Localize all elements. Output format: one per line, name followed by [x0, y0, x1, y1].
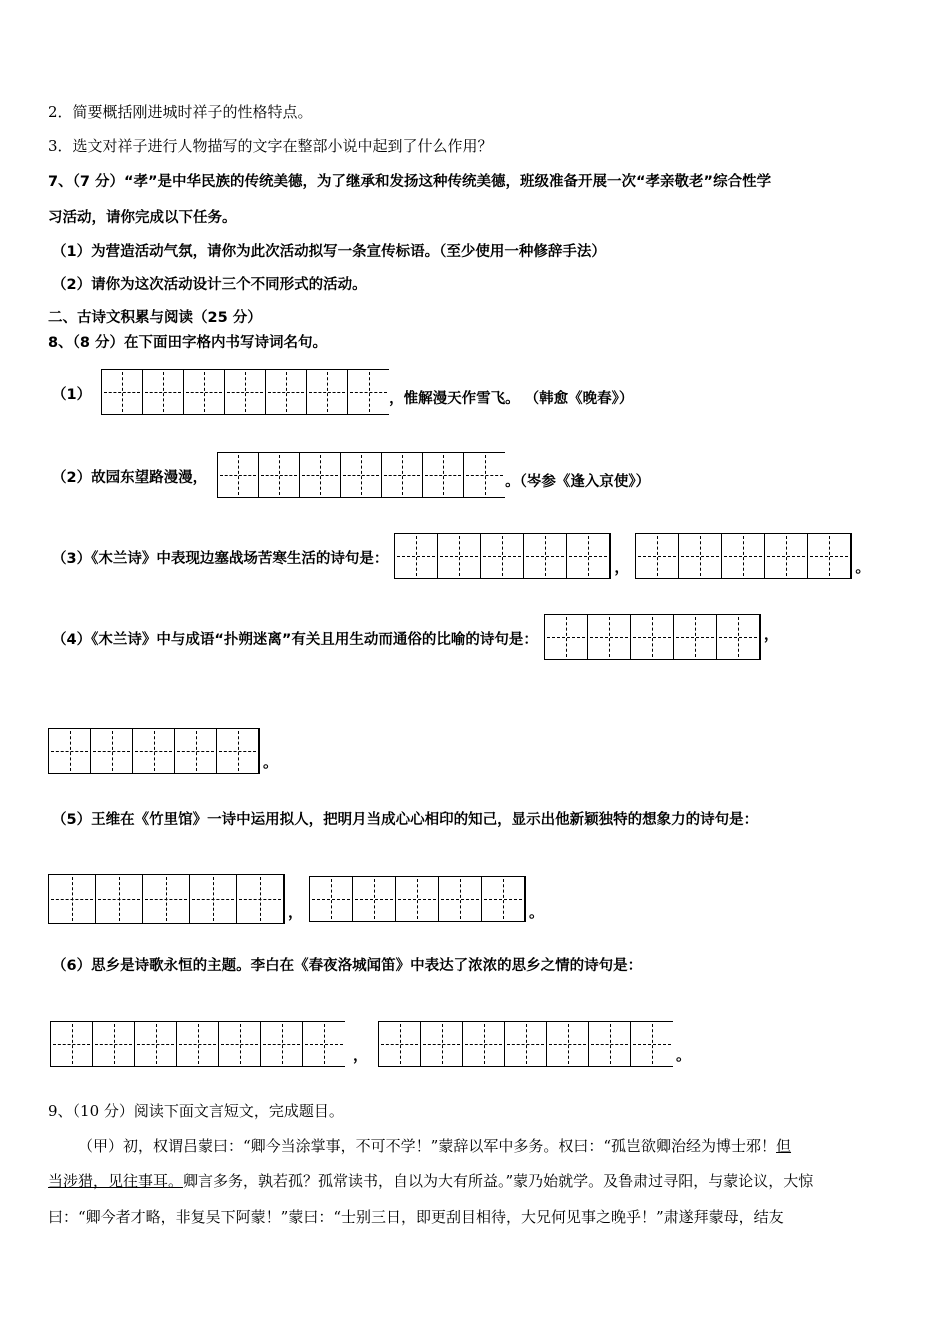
q8-item-4-grid-a[interactable]: [544, 614, 761, 660]
grid-cell[interactable]: [438, 534, 481, 578]
grid-cell[interactable]: [225, 370, 266, 414]
grid-cell[interactable]: [261, 1022, 303, 1066]
grid-cell[interactable]: [481, 534, 524, 578]
grid-cell[interactable]: [567, 534, 610, 578]
grid-cell[interactable]: [266, 370, 307, 414]
question-7-task2: （2）请你为这次活动设计三个不同形式的活动。: [52, 277, 367, 293]
question-2: 2．简要概括刚进城时祥子的性格特点。: [48, 103, 313, 121]
grid-cell[interactable]: [379, 1022, 421, 1066]
grid-cell[interactable]: [307, 370, 348, 414]
q9-passage-line1: [78, 1136, 791, 1156]
q9-passage-line3: 曰：“卿今者才略，非复吴下阿蒙！”蒙曰：“士别三日，即更刮目相待，大兄何见事之晚乎！”肃遂拜蒙母，结友: [48, 1208, 784, 1226]
grid-cell[interactable]: [348, 370, 389, 414]
question-7-line1: 7、（7 分）“孝”是中华民族的传统美德，为了继承和发扬这种传统美德，班级准备开展一次“孝亲敬老”综合性学: [48, 174, 772, 190]
question-7-task1: （1）为营造活动气氛，请你为此次活动拟写一条宣传标语。（至少使用一种修辞手法）: [52, 244, 606, 260]
q8-item-1-label: （1）: [52, 387, 92, 403]
grid-cell[interactable]: [353, 877, 396, 921]
q9-passage-line2: [48, 1171, 813, 1191]
q8-item-4-period: 。: [263, 753, 279, 771]
section-2-heading: 二、古诗文积累与阅读（25 分）: [48, 310, 262, 326]
q8-item-4-label: （4）《木兰诗》中与成语“扑朔迷离”有关且用生动而通俗的比喻的诗句是：: [52, 632, 538, 648]
grid-cell[interactable]: [184, 370, 225, 414]
grid-cell[interactable]: [218, 453, 259, 497]
q8-item-6-comma: ，: [353, 1046, 369, 1064]
grid-cell[interactable]: [96, 875, 143, 923]
q8-item-3-comma: ，: [614, 558, 630, 576]
question-7-line2: 习活动，请你完成以下任务。: [48, 210, 237, 226]
grid-cell[interactable]: [545, 615, 588, 659]
q8-item-5-grids: [48, 874, 546, 924]
q8-item-1-grid[interactable]: [101, 369, 389, 415]
grid-cell[interactable]: [463, 1022, 505, 1066]
grid-cell[interactable]: [217, 729, 259, 773]
grid-cell[interactable]: [303, 1022, 345, 1066]
grid-cell[interactable]: [259, 453, 300, 497]
q8-item-6-period: 。: [676, 1046, 692, 1064]
q9-passage-text: 卿言多务，孰若孤？孤常读书，自以为大有所益。”蒙乃始就学。及鲁肃过寻阳，与蒙论议，大惊: [183, 1172, 814, 1190]
q8-item-3-period: 。: [855, 558, 871, 576]
grid-cell[interactable]: [49, 875, 96, 923]
q8-item-5-comma: ，: [288, 903, 304, 921]
q8-item-1-after: ，惟解漫天作雪飞。 （韩愈《晚春》）: [389, 391, 634, 407]
grid-cell[interactable]: [237, 875, 284, 923]
grid-cell[interactable]: [636, 534, 679, 578]
q9-passage-text: （甲）初，权谓吕蒙曰：“卿今当涂掌事，不可不学！”蒙辞以军中多务。权曰：“孤岂欲卿治经为博士邪！: [78, 1137, 777, 1155]
grid-cell[interactable]: [674, 615, 717, 659]
grid-cell[interactable]: [589, 1022, 631, 1066]
q8-item-6-grid-a[interactable]: [50, 1021, 345, 1067]
grid-cell[interactable]: [505, 1022, 547, 1066]
q8-item-1: [52, 369, 633, 415]
grid-cell[interactable]: [439, 877, 482, 921]
grid-cell[interactable]: [190, 875, 237, 923]
question-8-title: 8、（8 分）在下面田字格内书写诗词名句。: [48, 335, 327, 351]
grid-cell[interactable]: [588, 615, 631, 659]
grid-cell[interactable]: [219, 1022, 261, 1066]
grid-cell[interactable]: [547, 1022, 589, 1066]
q8-item-3: [52, 533, 872, 579]
grid-cell[interactable]: [135, 1022, 177, 1066]
grid-cell[interactable]: [382, 453, 423, 497]
grid-cell[interactable]: [765, 534, 808, 578]
grid-cell[interactable]: [341, 453, 382, 497]
q8-item-2-grid[interactable]: [217, 452, 505, 498]
q8-item-2: [52, 452, 650, 498]
grid-cell[interactable]: [631, 1022, 673, 1066]
grid-cell[interactable]: [143, 370, 184, 414]
q8-item-6-grids: [50, 1021, 693, 1067]
grid-cell[interactable]: [679, 534, 722, 578]
q9-underlined-text: 当涉猎，见往事耳。: [48, 1172, 184, 1190]
grid-cell[interactable]: [143, 875, 190, 923]
grid-cell[interactable]: [396, 877, 439, 921]
grid-cell[interactable]: [524, 534, 567, 578]
grid-cell[interactable]: [133, 729, 175, 773]
q8-item-3-grid-a[interactable]: [394, 533, 611, 579]
grid-cell[interactable]: [300, 453, 341, 497]
q8-item-5-label: （5）王维在《竹里馆》一诗中运用拟人，把明月当成心心相印的知己，显示出他新颖独特的想象力的诗句是：: [52, 812, 759, 828]
grid-cell[interactable]: [395, 534, 438, 578]
grid-cell[interactable]: [482, 877, 525, 921]
grid-cell[interactable]: [49, 729, 91, 773]
q8-item-3-grid-b[interactable]: [635, 533, 852, 579]
q8-item-2-after: 。（岑参《逢入京使》）: [505, 474, 651, 490]
grid-cell[interactable]: [51, 1022, 93, 1066]
grid-cell[interactable]: [722, 534, 765, 578]
grid-cell[interactable]: [631, 615, 674, 659]
grid-cell[interactable]: [93, 1022, 135, 1066]
question-9-title: 9、（10 分）阅读下面文言短文，完成题目。: [48, 1102, 344, 1120]
grid-cell[interactable]: [310, 877, 353, 921]
grid-cell[interactable]: [91, 729, 133, 773]
q8-item-4-grid-b[interactable]: [48, 728, 260, 774]
grid-cell[interactable]: [421, 1022, 463, 1066]
grid-cell[interactable]: [808, 534, 851, 578]
grid-cell[interactable]: [464, 453, 505, 497]
q9-underlined-text: 但: [776, 1137, 792, 1155]
q8-item-5-grid-a[interactable]: [48, 874, 285, 924]
grid-cell[interactable]: [177, 1022, 219, 1066]
q8-item-5-grid-b[interactable]: [309, 876, 526, 922]
q8-item-4: [52, 614, 781, 660]
q8-item-5-period: 。: [529, 903, 545, 921]
grid-cell[interactable]: [102, 370, 143, 414]
q8-item-6-grid-b[interactable]: [378, 1021, 673, 1067]
q8-item-6-label: （6）思乡是诗歌永恒的主题。李白在《春夜洛城闻笛》中表达了浓浓的思乡之情的诗句是：: [52, 958, 643, 974]
grid-cell[interactable]: [717, 615, 760, 659]
q8-item-4-comma: ，: [763, 625, 779, 643]
question-3: 3．选文对祥子进行人物描写的文字在整部小说中起到了什么作用？: [48, 137, 493, 155]
q8-item-2-label: （2）故园东望路漫漫，: [52, 470, 208, 486]
q8-item-3-label: （3）《木兰诗》中表现边塞战场苦寒生活的诗句是：: [52, 551, 389, 567]
q8-item-4-second: [48, 728, 280, 774]
grid-cell[interactable]: [423, 453, 464, 497]
grid-cell[interactable]: [175, 729, 217, 773]
